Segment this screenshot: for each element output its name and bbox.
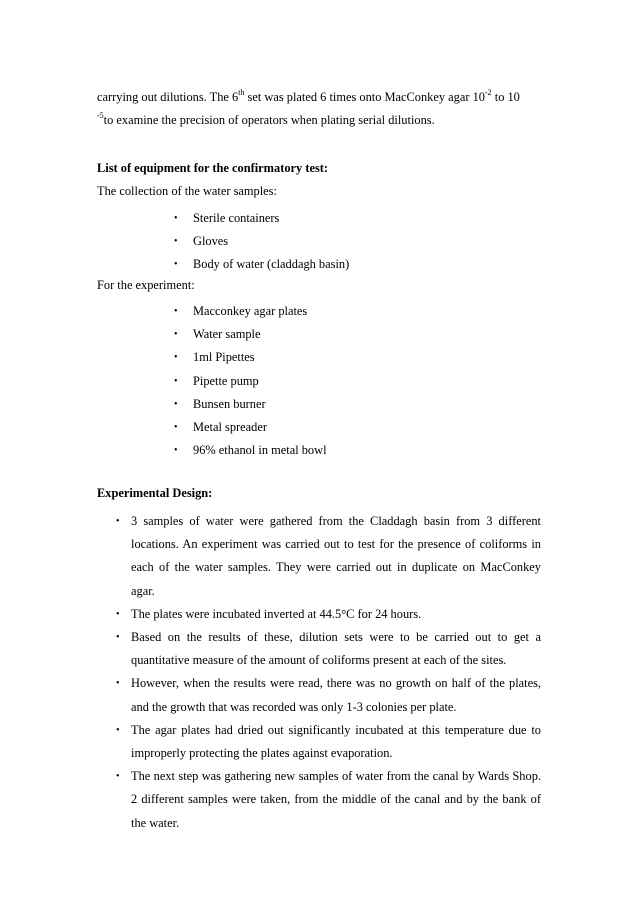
list-item: • Bunsen burner bbox=[0, 393, 327, 416]
list-item: • Gloves bbox=[0, 230, 349, 253]
list-item: • However, when the results were read, there was no growth on half of the plates, and the growth that was recorded was only 1-3 colonies per plate. bbox=[97, 672, 541, 718]
intro-sup-3: -5 bbox=[97, 111, 104, 121]
bullet-icon: • bbox=[174, 398, 178, 410]
intro-text-3: to 10 bbox=[491, 90, 520, 104]
list-item: • Sterile containers bbox=[0, 207, 349, 230]
bullet-icon: • bbox=[174, 306, 178, 317]
experiment-list bbox=[0, 300, 327, 462]
intro-sup-2: -2 bbox=[484, 87, 492, 97]
collection-list bbox=[0, 207, 349, 277]
design-list bbox=[97, 510, 541, 835]
bullet-icon: • bbox=[174, 213, 178, 224]
bullet-icon: • bbox=[174, 375, 178, 387]
list-item: • Metal spreader bbox=[0, 416, 327, 439]
bullet-icon: • bbox=[174, 329, 178, 341]
bullet-icon: • bbox=[174, 445, 178, 457]
list-item: • Body of water (claddagh basin) bbox=[0, 253, 349, 276]
intro-paragraph bbox=[97, 86, 541, 132]
bullet-icon: • bbox=[174, 421, 178, 433]
list-item: • Based on the results of these, dilution sets were to be carried out to get a quantitative measure of the amount of coliforms present at each of the sites. bbox=[97, 626, 541, 672]
list-item: • 3 samples of water were gathered from the Claddagh basin from 3 different locations. An experiment was carried out to test for the presence of coliforms in each of the water samples. They were carried out in duplicate on MacConkey agar. bbox=[97, 510, 541, 603]
bullet-icon: • bbox=[116, 678, 120, 690]
intro-text-4: to examine the precision of operators when plating serial dilutions. bbox=[103, 113, 435, 128]
bullet-icon: • bbox=[116, 608, 120, 620]
list-item: • Macconkey agar plates bbox=[0, 300, 327, 323]
bullet-icon: • bbox=[116, 771, 120, 783]
bullet-icon: • bbox=[174, 352, 178, 364]
experiment-label: For the experiment: bbox=[97, 278, 195, 292]
collection-label: The collection of the water samples: bbox=[97, 184, 277, 198]
bullet-icon: • bbox=[116, 516, 120, 527]
bullet-icon: • bbox=[174, 259, 178, 271]
list-item: • The next step was gathering new samples of water from the canal by Wards Shop. 2 different samples were taken, from the middle of the canal and by the bank of the water. bbox=[97, 765, 541, 835]
bullet-icon: • bbox=[116, 724, 120, 736]
design-heading: Experimental Design: bbox=[97, 486, 213, 500]
list-item: • 96% ethanol in metal bowl bbox=[0, 439, 327, 462]
intro-sup-1: th bbox=[238, 87, 245, 97]
intro-text-1: carrying out dilutions. The 6 bbox=[97, 90, 239, 104]
bullet-icon: • bbox=[116, 632, 120, 644]
list-item: • The plates were incubated inverted at 44.5°C for 24 hours. bbox=[97, 603, 541, 626]
list-item: • The agar plates had dried out significantly incubated at this temperature due to improperly protecting the plates against evaporation. bbox=[97, 719, 541, 765]
list-item: • Water sample bbox=[0, 323, 327, 346]
list-item: • Pipette pump bbox=[0, 370, 327, 393]
list-item: • 1ml Pipettes bbox=[0, 346, 327, 369]
intro-text-2: set was plated 6 times onto MacConkey agar 10 bbox=[244, 90, 485, 104]
bullet-icon: • bbox=[174, 236, 178, 248]
equipment-heading: List of equipment for the confirmatory test: bbox=[97, 161, 329, 175]
